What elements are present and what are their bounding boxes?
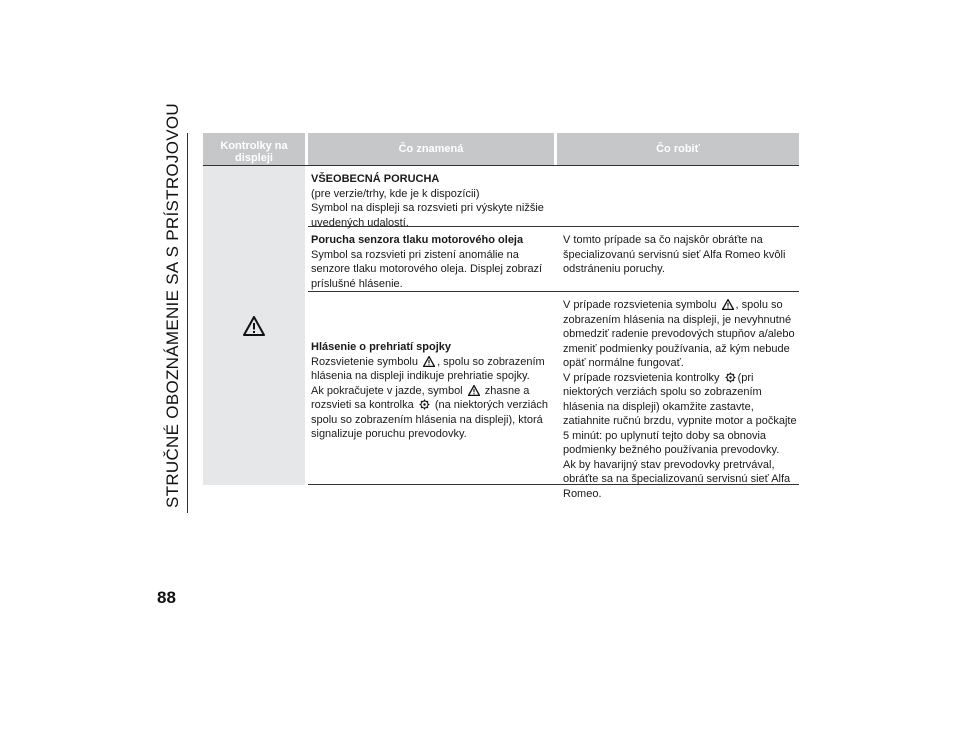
symbol-cell — [203, 166, 305, 485]
warning-triangle-icon — [722, 299, 734, 310]
table-row — [308, 292, 799, 500]
row-text: (pre verzie/trhy, kde je k dispozícii) — [311, 187, 480, 200]
warning-lights-table — [203, 133, 799, 500]
row-heading: VŠEOBECNÁ PORUCHA — [311, 173, 440, 185]
row-action: V tomto prípade sa čo najskôr obráťte na špecializovanú servisnú sieť Alfa Romeo kvôli odstráneniu poruchy. — [563, 234, 786, 275]
gearbox-fault-icon — [419, 399, 430, 410]
row-action: V prípade rozsvietenia symbolu , spolu so zobrazením hlásenia na displeji, je nevyhnutné obmedziť radenie prevodových stupňov a/alebo zmeniť podmienky používania, až kým nebude opäť normálne fungovať. V prípade rozsvietenia kontrolky (pri niektorých verziách spolu so zobrazením hlásenia na displeji) okamžite zastavte, zatiahnite ručnú brzdu, vypnite motor a počkajte 5 minút: po uplynutí tejto doby sa obnovia podmienky bežného používania prevodovky. Ak by havarijný stav prevodovky pretrvával, obráťte sa na špecializovanú servisnú sieť Alfa Romeo. — [563, 299, 797, 500]
warning-triangle-icon — [468, 385, 480, 396]
header-meaning: Čo znamená — [308, 133, 554, 165]
chapter-divider — [187, 133, 188, 513]
row-text: Symbol na displeji sa rozsvieti pri výskyte nižšie uvedených udalostí. — [311, 202, 544, 229]
warning-triangle-icon — [423, 356, 435, 367]
row-heading: Hlásenie o prehriatí spojky — [311, 341, 451, 353]
gearbox-fault-icon — [725, 372, 736, 383]
row-action — [560, 166, 799, 226]
row-heading: Porucha senzora tlaku motorového oleja — [311, 234, 524, 246]
table-row — [308, 166, 799, 227]
row-text: Rozsvietenie symbolu , spolu so zobrazením hlásenia na displeji indikuje prehriatie spojky. Ak pokračujete v jazde, symbol zhasne a rozsvieti sa kontrolka (na niektorých verziách spolu so zobrazením hlásenia na displeji), ktorá signalizuje poruchu prevodovky. — [311, 355, 548, 440]
table-row — [308, 227, 799, 292]
page-number: 88 — [157, 588, 176, 607]
header-action: Čo robiť — [557, 133, 799, 165]
table-header — [203, 133, 799, 166]
chapter-title: STRUČNÉ OBOZNÁMENIE SA S PRÍSTROJOVOU — [163, 103, 182, 508]
header-displays: Kontrolky na displeji — [203, 133, 305, 165]
row-text: Symbol sa rozsvieti pri zistení anomálie na senzore tlaku motorového oleja. Displej zobrazí príslušné hlásenie. — [311, 248, 543, 290]
warning-triangle-icon — [243, 316, 265, 336]
